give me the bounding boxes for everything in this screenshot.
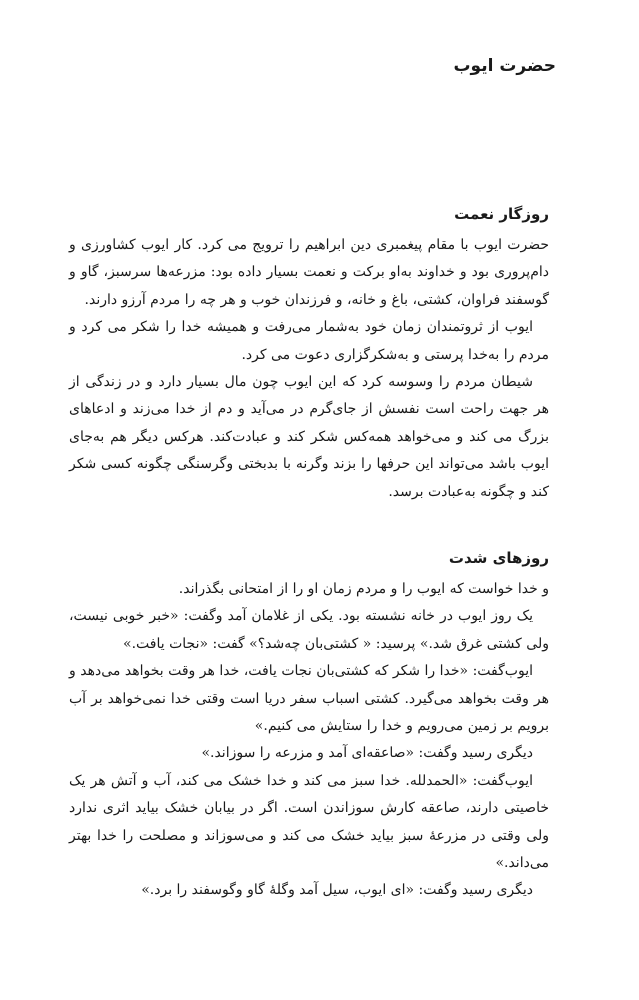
paragraph: دیگری رسید وگفت: «صاعقه‌ای آمد و مزرعه را سوزاند.» <box>201 745 533 762</box>
section-prosperity <box>69 204 549 506</box>
paragraph: ایوب از ثروتمندان زمان خود به‌شمار می‌رفت و همیشه خدا را شکر می کرد و مردم را به‌خدا پرستی و به‌شکرگزاری دعوت می کرد. <box>69 319 549 363</box>
page-title: حضرت ایوب <box>453 56 556 76</box>
section-hardship <box>69 548 549 905</box>
section-heading: روزهای شدت <box>448 549 549 567</box>
paragraph: و خدا خواست که ایوب را و مردم زمان او را از امتحانی بگذراند. <box>178 581 549 597</box>
paragraph: یک روز ایوب در خانه نشسته بود. یکی از غلامان آمد وگفت: «خبر خوبی نیست، ولی کشتی غرق شد.» پرسید: « کشتی‌بان چه‌شد؟» گفت: «نجات یافت.» <box>69 608 549 652</box>
paragraph: دیگری رسید وگفت: «ای ایوب، سیل آمد وگلهٔ گاو وگوسفند را برد.» <box>141 882 533 899</box>
section-heading: روزگار نعمت <box>454 205 549 223</box>
paragraph: حضرت ایوب با مقام پیغمبری دین ابراهیم را ترویج می کرد. کار ایوب کشاورزی و دام‌پروری بود و خداوند به‌او برکت و نعمت بسیار داده بود: مزرعه‌ها سرسبز، گاو و گوسفند فراوان، کشتی، باغ و خانه، و فرزندان خوب و هر چه را مردم آرزو دارند. <box>69 237 549 308</box>
paragraph: ایوب‌گفت: «خدا را شکر که کشتی‌بان نجات یافت، خدا هر وقت بخواهد می‌دهد و هر وقت بخواهد می‌گیرد. کشتی اسباب سفر دریا است وقتی خدا نمی‌خواهد بر آب برویم بر زمین می‌رویم و خدا را ستایش می کنیم.» <box>69 663 549 735</box>
paragraph: شیطان مردم را وسوسه کرد که این ایوب چون مال بسیار دارد و در زندگی از هر جهت راحت است نفسش از جای‌گرم در می‌آید و دم از خدا می‌زند و ادعاهای بزرگ می کند و می‌خواهد همه‌کس شکر کند و عبادت‌کند. هر‌کس دیگر هم به‌جای ایوب باشد می‌تواند این حرفها را بزند وگرنه با بدبختی وگرسنگی چگونه کسی شکر کند و چگونه به‌عبادت برسد. <box>69 374 549 500</box>
paragraph: ایوب‌گفت: «الحمدلله. خدا سبز می کند و خدا خشک می کند، آب و آتش هر یک خاصیتی دارند، صاعقه کارش سوزاندن است. اگر در بیابان خشک بیاید اثری ندارد ولی وقتی در مزرعهٔ سبز بیاید خشک می کند و می‌سوزاند و مصلحت را خدا بهتر می‌داند.» <box>69 772 549 872</box>
